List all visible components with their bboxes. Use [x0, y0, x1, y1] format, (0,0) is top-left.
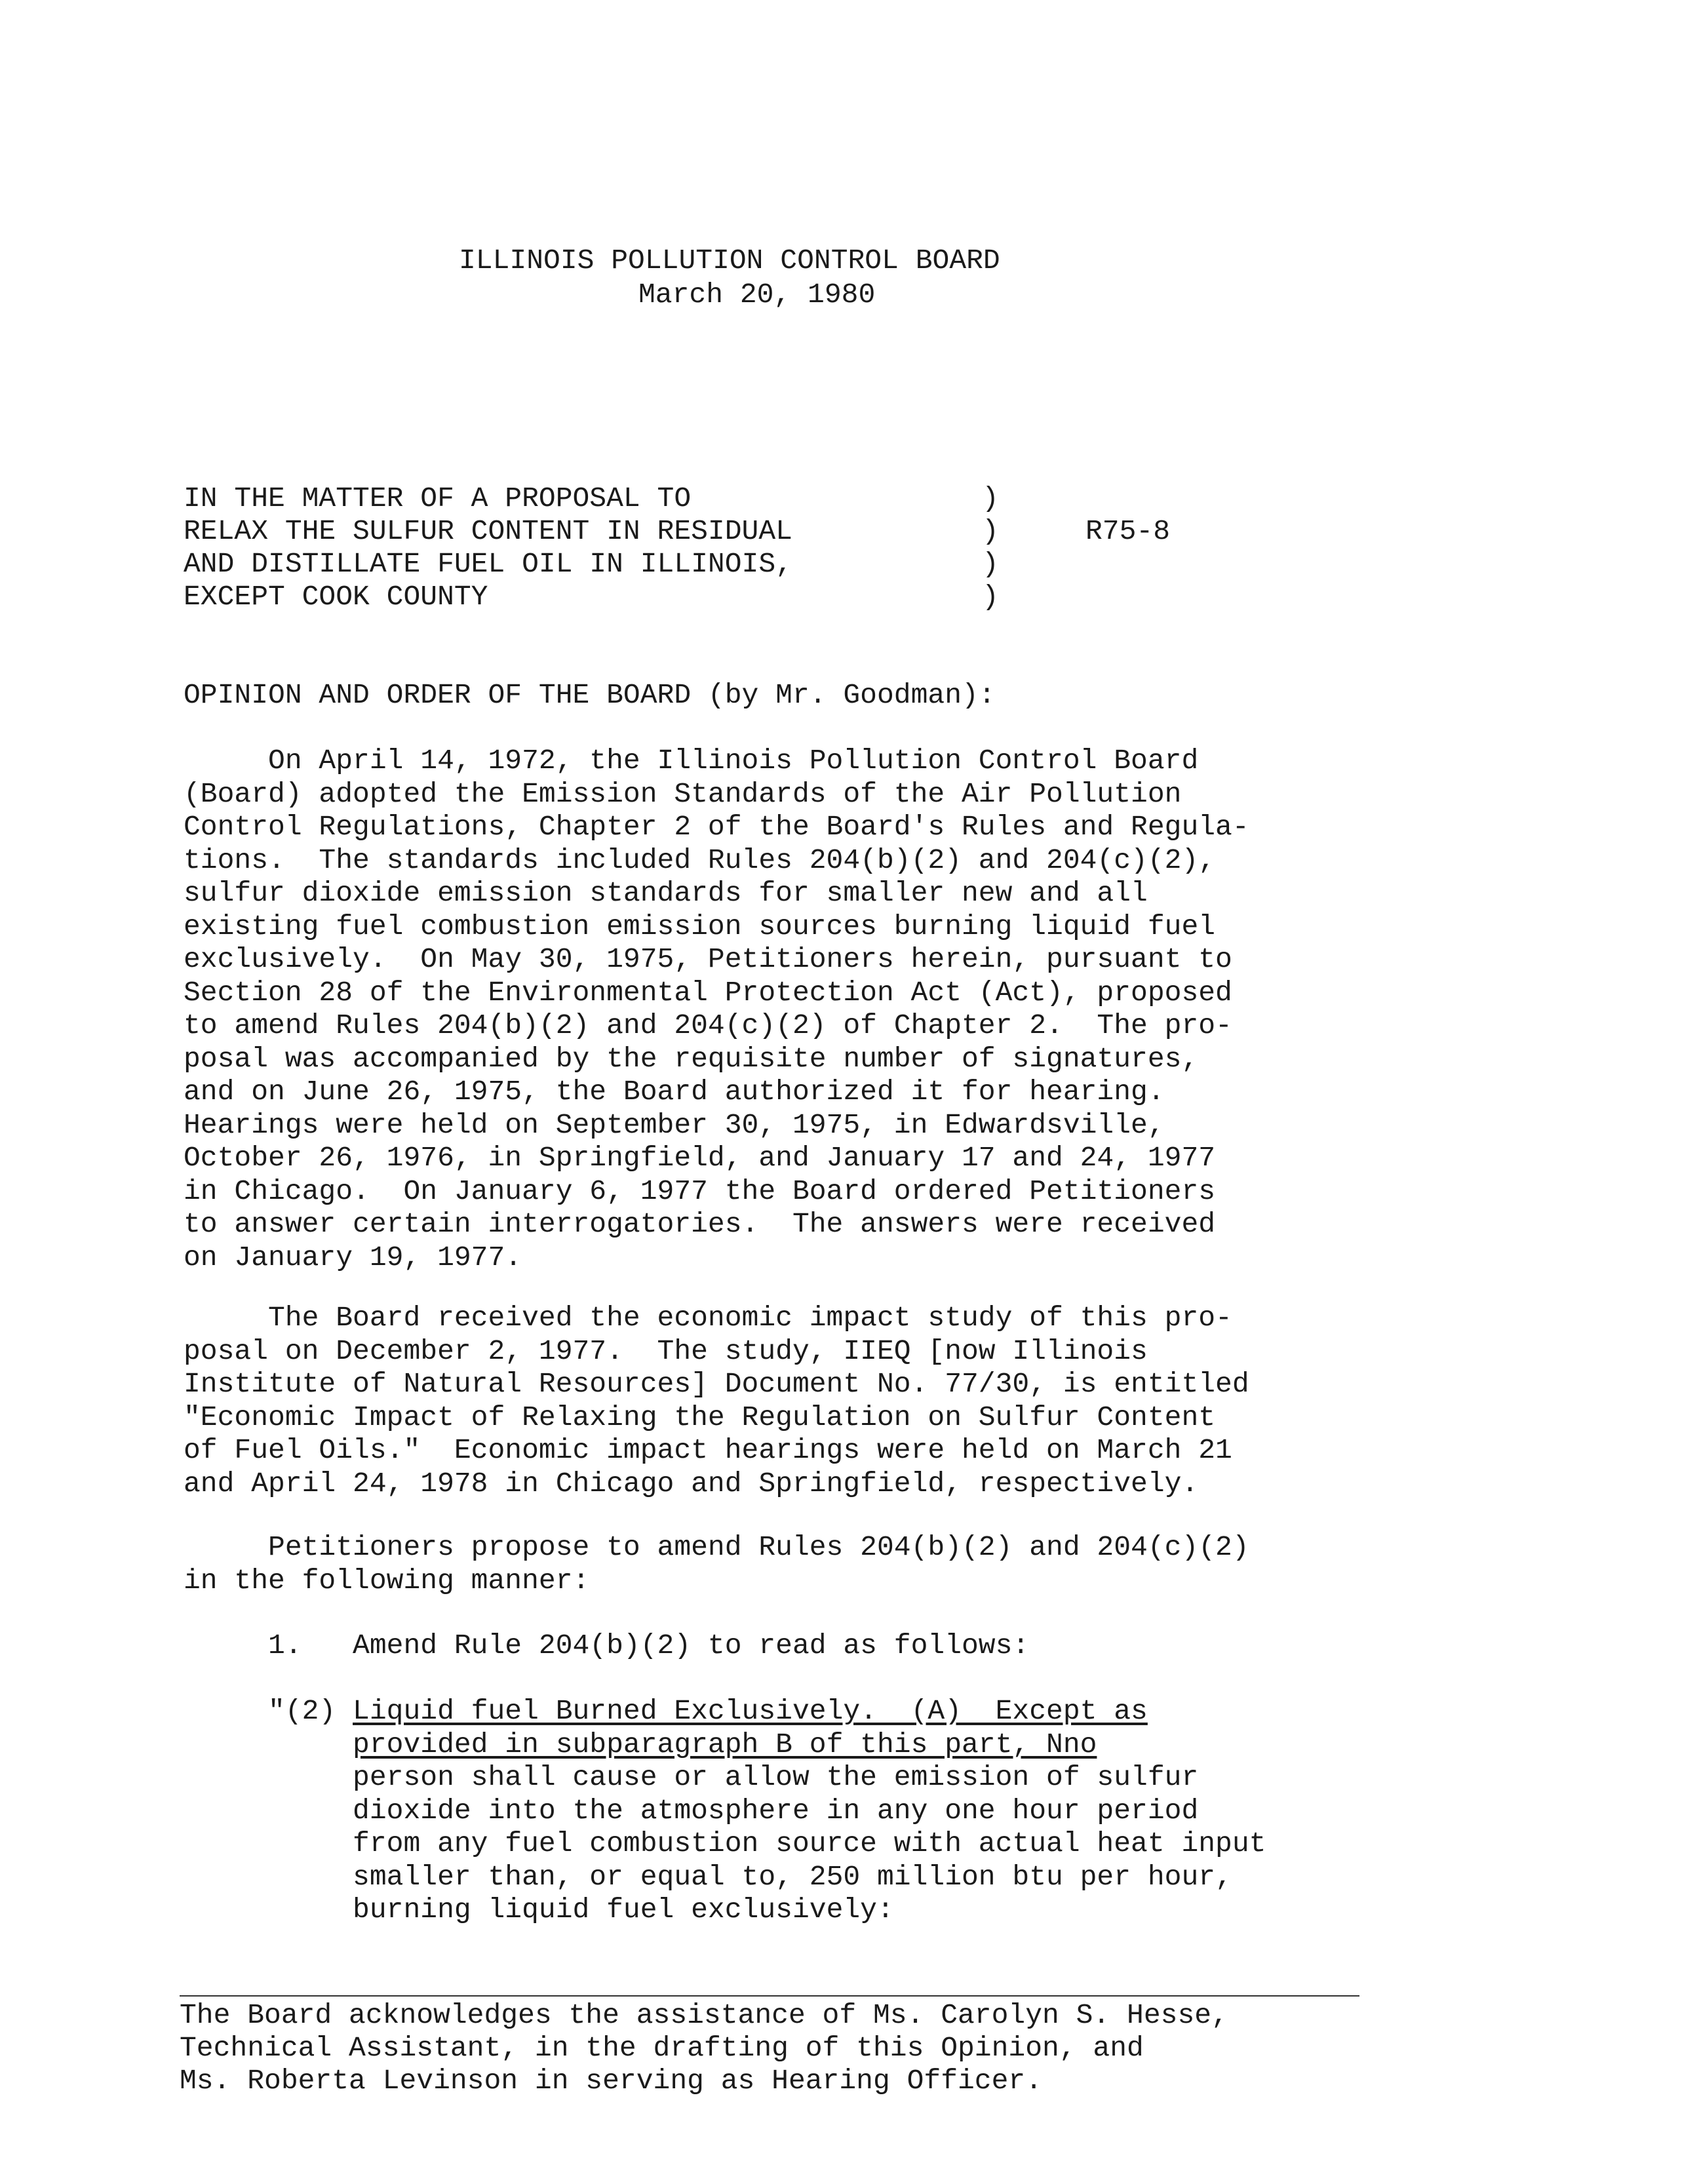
- paragraph-2: [184, 1302, 1494, 1500]
- text-line: posal on December 2, 1977. The study, IIEQ [now Illinois: [184, 1335, 1148, 1367]
- paragraph-1: [184, 745, 1494, 1274]
- opinion-heading: OPINION AND ORDER OF THE BOARD (by Mr. Goodman):: [184, 679, 996, 711]
- rule-prefix: "(2): [184, 1695, 353, 1727]
- underlined-insertion: Liquid fuel Burned Exclusively. (A) Except as: [353, 1695, 1148, 1727]
- underlined-insertion: provided in subparagraph B of this part, Nno: [353, 1728, 1097, 1761]
- rule-line: [184, 1861, 1494, 1894]
- footnote-line: Ms. Roberta Levinson in serving as Hearing Officer.: [180, 2065, 1043, 2097]
- text-line: of Fuel Oils." Economic impact hearings were held on March 21: [184, 1434, 1232, 1466]
- rule-line: [184, 1827, 1494, 1861]
- rule-indent: [184, 1795, 353, 1827]
- text-line: in the following manner:: [184, 1564, 590, 1597]
- text-line: exclusively. On May 30, 1975, Petitioners herein, pursuant to: [184, 943, 1232, 975]
- rule-text: person shall cause or allow the emission of sulfur: [353, 1761, 1199, 1793]
- text-line: in Chicago. On January 6, 1977 the Board ordered Petitioners: [184, 1175, 1216, 1207]
- rule-indent: [184, 1894, 353, 1926]
- paragraph-3: [184, 1531, 1494, 1597]
- rule-indent: [184, 1728, 353, 1761]
- rule-indent: [184, 1761, 353, 1793]
- rule-text: smaller than, or equal to, 250 million btu per hour,: [353, 1860, 1232, 1893]
- caption-line: EXCEPT COOK COUNTY: [184, 581, 488, 613]
- caption-line: AND DISTILLATE FUEL OIL IN ILLINOIS,: [184, 548, 792, 580]
- rule-indent: [184, 1827, 353, 1860]
- document-date: March 20, 1980: [638, 279, 876, 311]
- text-line: Control Regulations, Chapter 2 of the Board's Rules and Regula-: [184, 811, 1249, 843]
- rule-text: dioxide into the atmosphere in any one hour period: [353, 1794, 1199, 1827]
- rule-text: burning liquid fuel exclusively:: [353, 1894, 894, 1926]
- text-line: to amend Rules 204(b)(2) and 204(c)(2) of Chapter 2. The pro-: [184, 1009, 1232, 1042]
- text-line: Petitioners propose to amend Rules 204(b)(2) and 204(c)(2): [184, 1531, 1249, 1563]
- text-line: "Economic Impact of Relaxing the Regulation on Sulfur Content: [184, 1401, 1216, 1433]
- text-line: 1. Amend Rule 204(b)(2) to read as follows:: [184, 1629, 1030, 1662]
- caption-paren: ): [982, 482, 999, 515]
- caption-paren: ): [982, 548, 999, 580]
- docket-number: R75-8: [1085, 515, 1171, 547]
- text-line: to answer certain interrogatories. The answers were received: [184, 1208, 1216, 1240]
- text-line: Hearings were held on September 30, 1975, in Edwardsville,: [184, 1108, 1165, 1141]
- text-line: existing fuel combustion emission sources burning liquid fuel: [184, 910, 1216, 943]
- caption-paren: ): [982, 515, 999, 547]
- rule-line: [184, 1761, 1494, 1795]
- text-line: posal was accompanied by the requisite number of signatures,: [184, 1042, 1199, 1075]
- caption-parentheses: [982, 482, 999, 614]
- footnote-line: The Board acknowledges the assistance of Ms. Carolyn S. Hesse,: [180, 1999, 1228, 2031]
- case-caption: [184, 482, 792, 614]
- caption-paren: ): [982, 581, 999, 613]
- list-item-1: [184, 1629, 1494, 1663]
- caption-line: IN THE MATTER OF A PROPOSAL TO: [184, 482, 692, 515]
- rule-indent: [184, 1861, 353, 1893]
- rule-line: [184, 1795, 1494, 1828]
- rule-line: [184, 1728, 1494, 1762]
- text-line: Institute of Natural Resources] Document No. 77/30, is entitled: [184, 1368, 1249, 1400]
- text-line: Section 28 of the Environmental Protection Act (Act), proposed: [184, 976, 1232, 1009]
- text-line: on January 19, 1977.: [184, 1241, 522, 1274]
- text-line: On April 14, 1972, the Illinois Pollution Control Board: [184, 745, 1199, 777]
- text-line: October 26, 1976, in Springfield, and January 17 and 24, 1977: [184, 1142, 1216, 1174]
- caption-line: RELAX THE SULFUR CONTENT IN RESIDUAL: [184, 515, 792, 547]
- text-line: and on June 26, 1975, the Board authorized it for hearing.: [184, 1076, 1165, 1108]
- text-line: tions. The standards included Rules 204(b)(2) and 204(c)(2),: [184, 844, 1216, 876]
- footnote: [180, 1999, 1228, 2097]
- rule-text: from any fuel combustion source with actual heat input: [353, 1827, 1266, 1860]
- footnote-divider: [180, 1995, 1359, 1997]
- rule-line: [184, 1695, 1494, 1728]
- text-line: (Board) adopted the Emission Standards of the Air Pollution: [184, 777, 1182, 810]
- rule-line: [184, 1894, 1494, 1927]
- text-line: The Board received the economic impact study of this pro-: [184, 1302, 1232, 1334]
- text-line: and April 24, 1978 in Chicago and Springfield, respectively.: [184, 1467, 1199, 1500]
- text-line: sulfur dioxide emission standards for smaller new and all: [184, 877, 1148, 909]
- footnote-line: Technical Assistant, in the drafting of this Opinion, and: [180, 2032, 1144, 2064]
- proposed-rule-text: [184, 1695, 1494, 1927]
- agency-title: ILLINOIS POLLUTION CONTROL BOARD: [459, 244, 1000, 277]
